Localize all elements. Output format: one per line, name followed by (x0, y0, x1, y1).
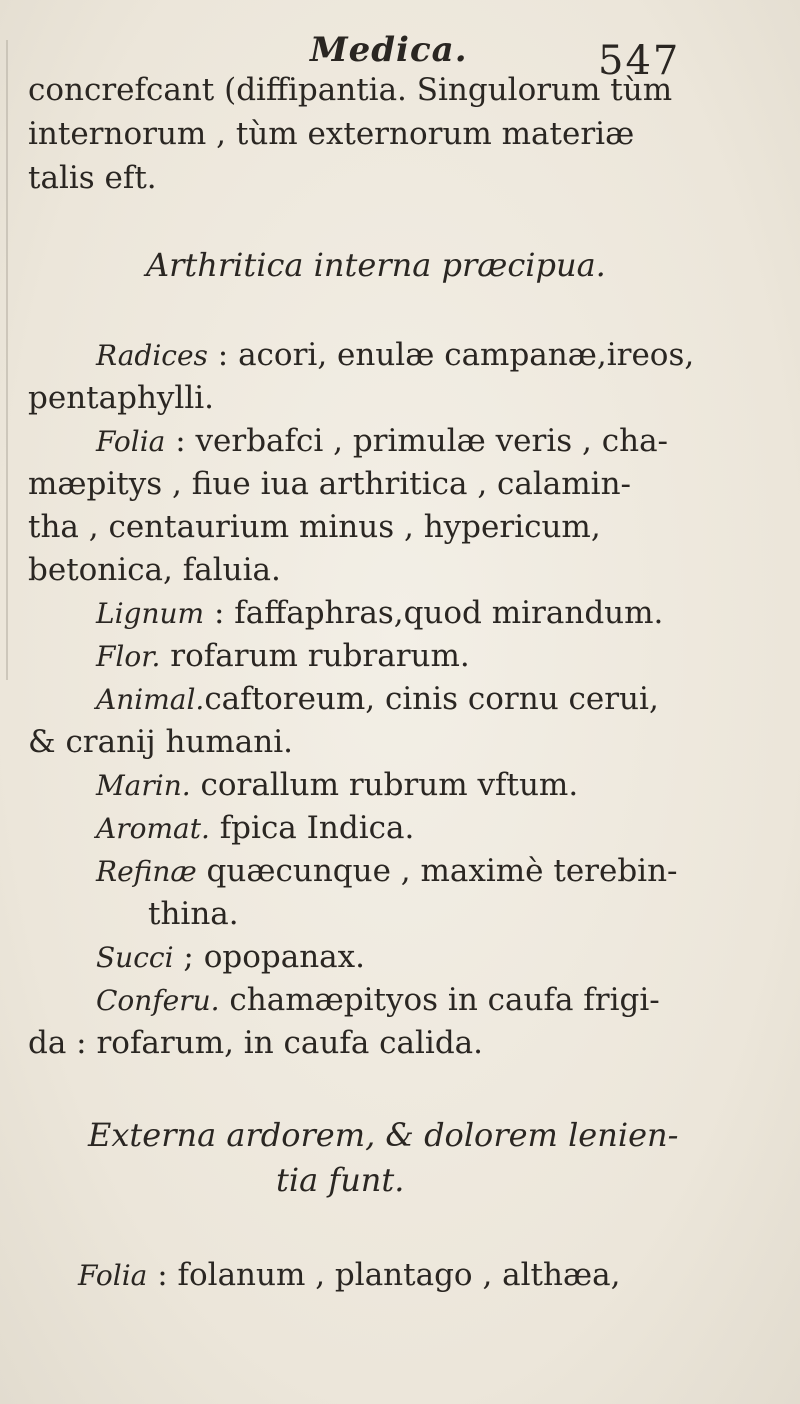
recipe-text: corallum rubrum vftum. (190, 767, 579, 803)
recipe-line (96, 765, 800, 806)
text-line: internorum , tùm externorum materiæ (28, 116, 635, 152)
gutter-shadow (6, 40, 8, 680)
recipe-text: mæpitys , fiue iua arthritica , calamin- (28, 466, 632, 502)
recipe-line (96, 335, 800, 376)
recipe-line (96, 593, 800, 634)
recipe-text: da : rofarum, in caufa calida. (28, 1025, 484, 1061)
text-line: concrefcant (diffipantia. Singulorum tùm (28, 72, 673, 108)
recipe-line (148, 894, 800, 934)
recipe-text: fpica Indica. (209, 810, 415, 846)
recipe-line (96, 851, 800, 892)
recipe-text: : verbafci , primulæ veris , cha- (165, 423, 669, 459)
recipe-line (96, 937, 800, 978)
page-number: 547 (598, 38, 681, 84)
recipe-text: quæcunque , maximè terebin- (196, 853, 678, 889)
section-heading-continued: tia funt. (276, 1161, 405, 1199)
recipe-label: Animal. (96, 683, 205, 716)
recipe-text: tha , centaurium minus , hypericum, (28, 509, 601, 545)
recipe-text: betonica, faluia. (28, 552, 281, 588)
recipe-line (28, 550, 800, 590)
recipe-text: : faffaphras,quod mirandum. (204, 595, 664, 631)
recipe-line (28, 722, 800, 762)
recipe-text: & cranij humani. (28, 724, 293, 760)
recipe-line (28, 1023, 800, 1063)
recipe-label: Folia (78, 1259, 148, 1292)
recipe-text: ; opopanax. (173, 939, 365, 975)
recipe-text: chamæpityos in caufa frigi- (219, 982, 660, 1018)
section-heading: Externa ardorem, & dolorem lenien- (88, 1116, 679, 1154)
recipe-line (96, 808, 800, 849)
recipe-label: Folia (96, 425, 166, 458)
recipe-label: Succi (96, 941, 174, 974)
recipe-line (96, 421, 800, 462)
recipe-label: Conferu. (96, 984, 220, 1017)
section-heading: Arthritica interna præcipua. (146, 246, 606, 284)
recipe-text: : folanum , plantago , althæa, (147, 1257, 621, 1293)
running-head: Medica. (310, 30, 468, 70)
recipe-label: Aromat. (96, 812, 210, 845)
recipe-label: Flor. (96, 640, 161, 673)
recipe-line (96, 980, 800, 1021)
recipe-text: caftoreum, cinis cornu cerui, (204, 681, 659, 717)
text-line: talis eft. (28, 160, 157, 196)
recipe-label: Marin. (96, 769, 191, 802)
recipe-line (96, 679, 800, 720)
recipe-text: thina. (148, 896, 239, 932)
recipe-text: pentaphylli. (28, 380, 215, 416)
recipe-line (78, 1255, 800, 1296)
recipe-line (28, 507, 800, 547)
recipe-label: Refinæ (96, 855, 197, 888)
recipe-line (28, 378, 800, 418)
recipe-label: Lignum (96, 597, 205, 630)
recipe-text: rofarum rubrarum. (160, 638, 470, 674)
recipe-line (28, 464, 800, 504)
recipe-text: : acori, enulæ campanæ,ireos, (207, 337, 695, 373)
recipe-label: Radices (96, 339, 208, 372)
recipe-line (96, 636, 800, 677)
